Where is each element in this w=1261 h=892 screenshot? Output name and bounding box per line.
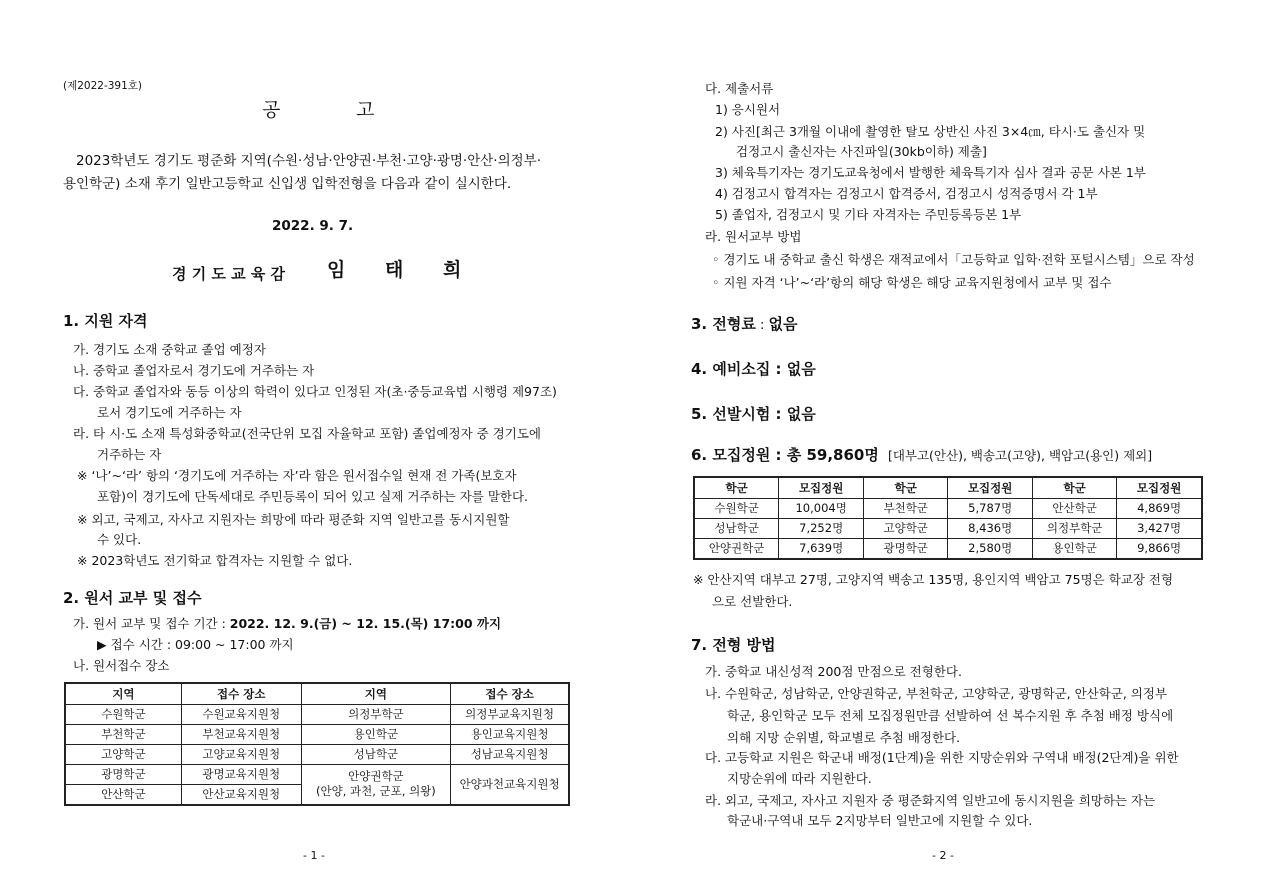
page-1 [0,0,630,892]
quota-table [693,476,1203,560]
signer-name-3: 희 [443,259,462,281]
title-char-1: 공 [262,99,281,121]
table-header: 접수 장소 [181,683,301,704]
period-label: 가. 원서 교부 및 접수 기간 : [73,616,230,631]
page-2 [630,0,1261,892]
docs-heading: 다. 제출서류 [705,81,774,96]
table-row [65,744,569,764]
table-cell: 9,866명 [1117,538,1202,559]
table-cell: 광명학군 [864,538,948,559]
section-1-note: ※ ‘나’~‘라’ 항의 ‘경기도에 거주하는 자’라 함은 원서접수일 현재 전 가족(보호자 [77,468,517,483]
section-1-note: ※ 2023학년도 전기학교 합격자는 지원할 수 없다. [77,553,353,568]
table-cell: 의정부학군 [1033,518,1117,538]
method-item: ◦ 지원 자격 ‘나’~‘라’항의 해당 학생은 해당 교육지원청에서 교부 및 접수 [712,275,1112,290]
section-1-item: 가. 경기도 소재 중학교 졸업 예정자 [73,342,266,357]
table-header: 학군 [864,477,948,498]
table-cell: 성남학군 [694,518,779,538]
section-7-item: 의해 지망 순위별, 학교별로 추첨 배정한다. [727,730,961,745]
table-header: 지역 [301,683,451,704]
section-1-item: 거주하는 자 [97,447,162,462]
table-cell: 안산교육지원청 [181,784,301,805]
table-row [65,704,569,724]
docs-item: 3) 체육특기자는 경기도교육청에서 발행한 체육특기자 심사 결과 공문 사본 1부 [715,165,1146,180]
intro-line-2: 용인학군) 소재 후기 일반고등학교 신입생 입학전형을 다음과 같이 실시한다. [63,176,512,192]
section-6-note: [대부고(안산), 백송고(고양), 백암고(용인) 제외] [887,448,1153,463]
table-cell: 수원학군 [65,704,181,724]
table-cell: 수원교육지원청 [181,704,301,724]
table-row [65,764,569,784]
table-header: 지역 [65,683,181,704]
signer-title: 경 기 도 교 육 감 [172,265,286,283]
table-cell: 4,869명 [1117,498,1202,518]
table-cell: 성남학군 [301,744,451,764]
table-cell: 광명교육지원청 [181,764,301,784]
page-number: - 1 - [303,849,325,862]
docs-item: 1) 응시원서 [715,102,781,117]
section-4-heading: 4. 예비소집 : 없음 [691,360,816,378]
method-item: ◦ 경기도 내 중학교 출신 학생은 재적교에서「고등학교 입학·전학 포털시스템」으로 작성 [712,252,1195,267]
section-7-item: 다. 고등학교 지원은 학군내 배정(1단계)을 위한 지망순위와 구역내 배정(2단계)을 위한 [705,750,1179,765]
table-header: 접수 장소 [451,683,569,704]
table-cell: 의정부교육지원청 [451,704,569,724]
section-3-label: 3. 전형료 [691,315,756,333]
docs-item: 4) 검정고시 합격자는 검정고시 합격증서, 검정고시 성적증명서 각 1부 [715,186,1098,201]
table-cell: 7,252명 [779,518,864,538]
section-3-value: 없음 [768,315,798,333]
quota-note-line-1: ※ 안산지역 대부고 27명, 고양지역 백송고 135명, 용인지역 백암고 75명은 학교장 전형 [693,572,1174,587]
section-1-item: 다. 중학교 졸업자와 동등 이상의 학력이 있다고 인정된 자(초·중등교육법 시행령 제97조) [73,384,557,399]
section-2-heading: 2. 원서 교부 및 접수 [63,589,202,607]
table-cell: 의정부학군 [301,704,451,724]
table-cell: 2,580명 [948,538,1033,559]
table-cell: 용인교육지원청 [451,724,569,744]
table-cell: 수원학군 [694,498,779,518]
section-6-label: 6. 모집정원 : 총 59,860명 [691,446,879,464]
table-cell: 부천학군 [65,724,181,744]
table-cell: 5,787명 [948,498,1033,518]
table-cell: 3,427명 [1117,518,1202,538]
section-3-sep: : [755,318,769,333]
reception-time: ▶ 접수 시간 : 09:00 ~ 17:00 까지 [97,637,294,652]
section-1-item: 로서 경기도에 거주하는 자 [97,405,242,420]
table-cell: 안산학군 [1033,498,1117,518]
period-value: 2022. 12. 9.(금) ~ 12. 15.(목) 17:00 까지 [229,616,502,631]
page-number: - 2 - [932,849,954,862]
docs-item: 5) 졸업자, 검정고시 및 기타 자격자는 주민등록등본 1부 [715,207,1022,222]
merged-region-name: 안양권학군 [348,769,404,783]
table-cell: 성남교육지원청 [451,744,569,764]
doc-number: (제2022-391호) [63,80,143,92]
intro-line-1: 2023학년도 경기도 평준화 지역(수원·성남·안양권·부천·고양·광명·안산·의정부· [76,153,542,169]
table-cell: 7,639명 [779,538,864,559]
table-header: 모집정원 [1117,477,1202,498]
signer-name-1: 임 [327,259,346,281]
section-7-item: 학군, 용인학군 모두 전체 모집정원만큼 선발하여 선 복수지원 후 추첨 배정 방식에 [727,708,1174,723]
title-char-2: 고 [356,99,375,121]
docs-item: 2) 사진[최근 3개월 이내에 촬영한 탈모 상반신 사진 3×4㎝, 타시·도 출신자 및 [715,124,1146,139]
section-1-note: 수 있다. [97,532,142,547]
table-cell: 광명학군 [65,764,181,784]
merged-place-cell: 안양과천교육지원청 [451,764,569,805]
merged-region-cell [301,764,451,805]
quota-note-line-2: 으로 선발한다. [712,594,793,609]
reception-place-label: 나. 원서접수 장소 [73,658,170,673]
section-1-item: 나. 중학교 졸업자로서 경기도에 거주하는 자 [73,363,315,378]
table-cell: 용인학군 [301,724,451,744]
method-heading: 라. 원서교부 방법 [705,229,802,244]
section-1-note: ※ 외고, 국제고, 자사고 지원자는 희망에 따라 평준화 지역 일반고를 동시지원할 [77,512,510,527]
section-7-item: 가. 중학교 내신성적 200점 만점으로 전형한다. [705,664,962,679]
section-6-heading [691,445,1152,464]
merged-region-detail: (안양, 과천, 군포, 의왕) [316,784,436,798]
table-cell: 10,004명 [779,498,864,518]
table-cell: 고양교육지원청 [181,744,301,764]
table-header: 모집정원 [948,477,1033,498]
reception-place-table [64,682,570,806]
table-header: 모집정원 [779,477,864,498]
table-cell: 부천학군 [864,498,948,518]
section-7-heading: 7. 전형 방법 [691,636,776,654]
table-cell: 안양권학군 [694,538,779,559]
table-cell: 부천교육지원청 [181,724,301,744]
section-7-item: 지망순위에 따라 지원한다. [727,771,872,786]
table-cell: 고양학군 [864,518,948,538]
table-row [694,518,1202,538]
table-cell: 안산학군 [65,784,181,805]
application-period [73,616,501,631]
section-7-item: 라. 외고, 국제고, 자사고 지원자 중 평준화지역 일반고에 동시지원을 희망하는 자는 [705,793,1156,808]
signer-name-2: 태 [385,259,404,281]
table-header: 학군 [1033,477,1117,498]
table-header: 학군 [694,477,779,498]
docs-item: 검정고시 출신자는 사진파일(30kb이하) 제출] [736,144,987,159]
section-7-item: 학군내·구역내 모두 2지망부터 일반고에 지원할 수 있다. [727,813,1033,828]
section-1-note: 포함)이 경기도에 단독세대로 주민등록이 되어 있고 실제 거주하는 자를 말한다. [97,489,529,504]
table-cell: 용인학군 [1033,538,1117,559]
section-1-item: 라. 타 시·도 소재 특성화중학교(전국단위 모집 자율학교 포함) 졸업예정자 중 경기도에 [73,426,541,441]
announcement-date: 2022. 9. 7. [272,218,354,234]
section-1-heading: 1. 지원 자격 [63,312,148,330]
table-row [694,498,1202,518]
table-row [694,538,1202,559]
table-row [65,724,569,744]
table-cell: 8,436명 [948,518,1033,538]
section-7-item: 나. 수원학군, 성남학군, 안양권학군, 부천학군, 고양학군, 광명학군, 안산학군, 의정부 [705,686,1168,701]
table-cell: 고양학군 [65,744,181,764]
section-5-heading: 5. 선발시험 : 없음 [691,405,816,423]
section-3-heading [691,315,797,335]
